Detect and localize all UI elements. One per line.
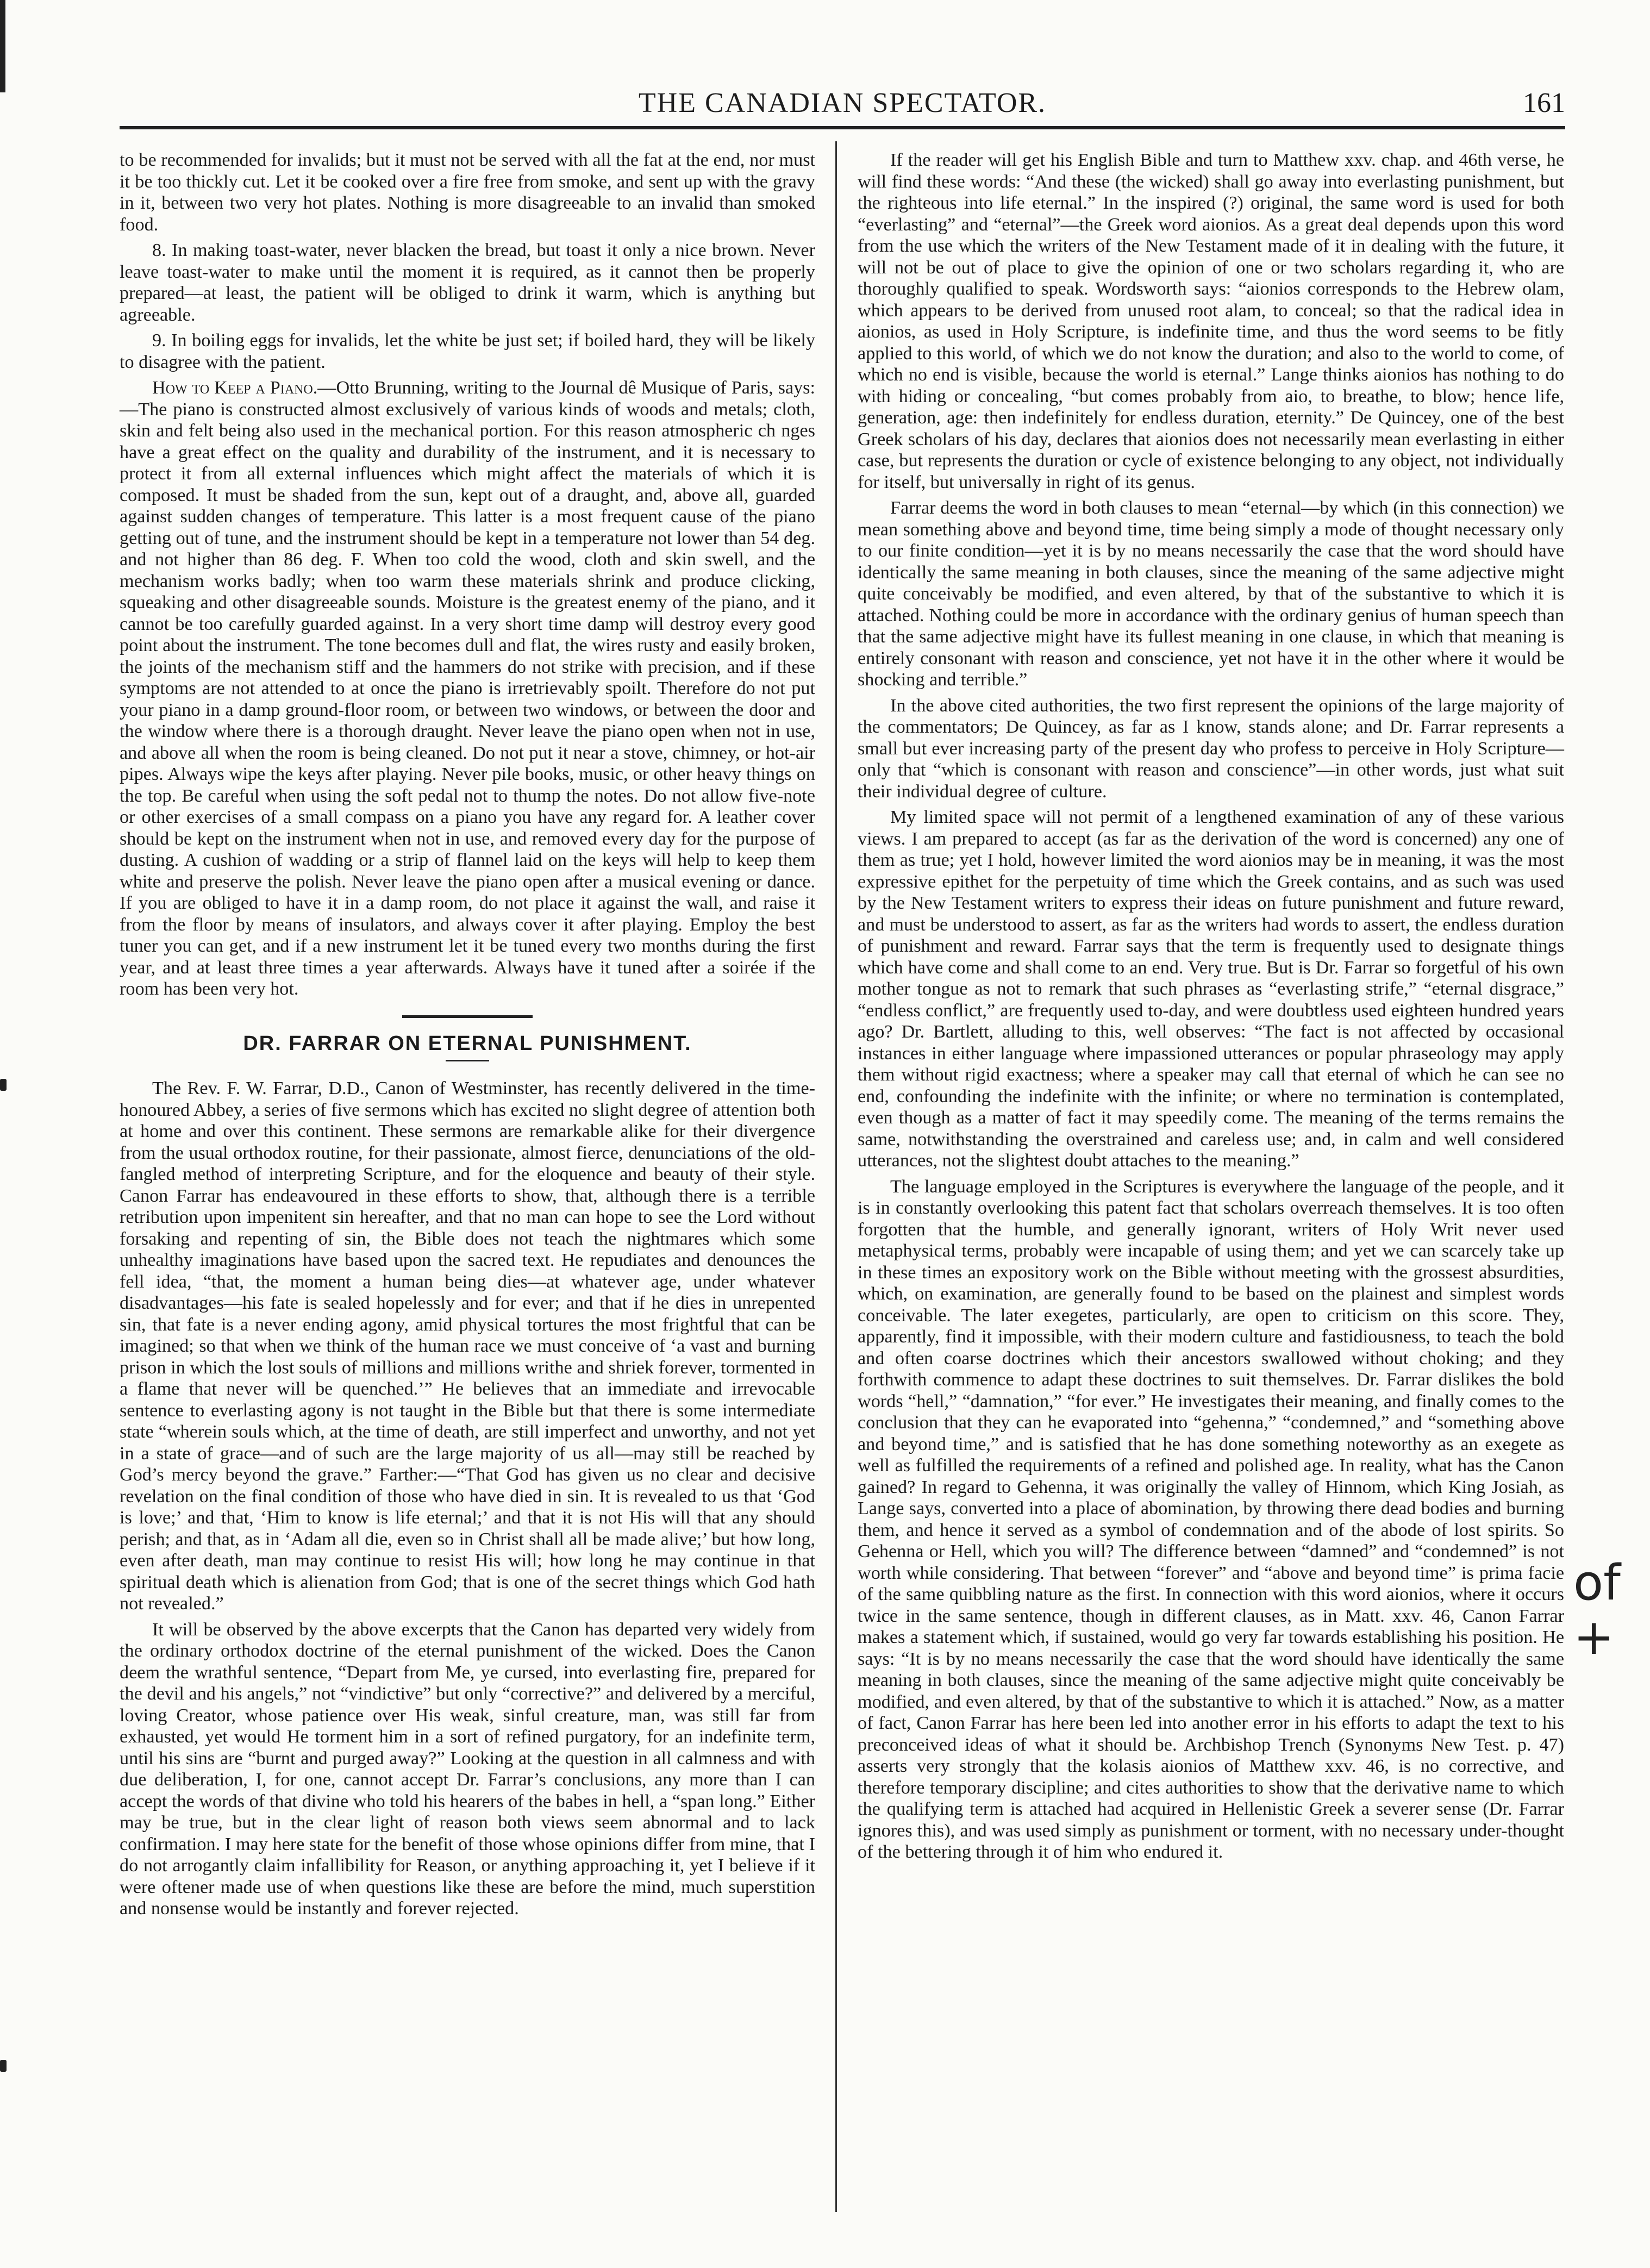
article-title: DR. FARRAR ON ETERNAL PUNISHMENT. — [243, 1032, 692, 1055]
page-number: 161 — [1523, 88, 1565, 118]
masthead-title: THE CANADIAN SPECTATOR. — [638, 88, 1047, 118]
piano-paragraph — [120, 377, 815, 1000]
column-divider — [835, 141, 837, 2212]
paragraph: In the above cited authorities, the two first represent the opinions of the large majority of the commentators; De Quincey, as far as I know, stands alone; and Dr. Farrar represents a small but ever increasing party of the present day who profess to perceive in Holy Scripture—only that “which is consonant with reason and conscience”—in other words, just what suit their individual degree of culture. — [858, 695, 1564, 802]
paragraph: 9. In boiling eggs for invalids, let the white be just set; if boiled hard, they will be likely to disagree with the patient. — [120, 330, 815, 372]
handwritten-margin-mark: of — [1573, 1554, 1621, 1611]
left-column — [120, 149, 815, 1924]
paragraph: If the reader will get his English Bible and turn to Matthew xxv. chap. and 46th verse, he will find these words: “And these (the wicked) shall go away into everlasting punishment, but the righteous into life eternal.” In the inspired (?) original, the same word is used for both “everlasting” and “eternal”—the Greek word aionios. As a great deal depends upon this word from the use which the writers of the New Testament made of it in dealing with the future, it will not be out of place to give the opinion of one or two scholars regarding it, who are thoroughly qualified to speak. Wordsworth says: “aionios corresponds to the Hebrew olam, which appears to be derived from unused root alam, to conceal; so that the radical idea in aionios, as used in Holy Scripture, is indefinite time, and thus the word seems to be fitly applied to this world, of which we do not know the duration; and also to the world to come, of which no end is visible, because the world is eternal.” Lange thinks aionios has nothing to do with hiding or concealing, “but comes probably from aio, to breathe, to blow; hence life, generation, age: then indefinitely for endless duration, eternity.” De Quincey, one of the best Greek scholars of his day, declares that aionios does not necessarily mean everlasting in either case, but represents the duration or cycle of existence belonging to any object, not individually for itself, but universally in right of its genus. — [858, 150, 1564, 492]
header-rule — [120, 126, 1565, 129]
paragraph: to be recommended for invalids; but it must not be served with all the fat at the end, nor must it be too thickly cut. Let it be cooked over a fire free from smoke, and sent up with the gravy in it, between two very hot plates. Nothing is more disagreeable to an invalid than smoked food. — [120, 150, 815, 235]
page-header — [120, 84, 1565, 122]
section-rule — [402, 1015, 533, 1018]
title-underline — [446, 1060, 489, 1061]
paragraph: The language employed in the Scriptures is everywhere the language of the people, and it is in constantly overlooking this patent fact that scholars overreach themselves. It is too often forgotten that the humble, and generally ignorant, writers of Holy Writ never used metaphysical terms, probably were incapable of using them; and yet we can scarcely take up in these times an expository work on the Bible without meeting with the grossest absurdities, which, on examination, are generally found to be based on the plainest and simplest words conceivable. The later exegetes, particularly, are open to criticism on this score. They, apparently, find it impossible, with their modern culture and fastidiousness, to teach the bold and often coarse doctrines which their ancestors swallowed without choking; and they forthwith commence to adapt these doctrines to suit themselves. Dr. Farrar dislikes the bold words “hell,” “damnation,” “for ever.” He investigates their meaning, and finally comes to the conclusion that they can he evaporated into “gehenna,” “condemned,” and “something above and beyond time,” and is satisfied that he has done something noteworthy as an exegete as well as fulfilled the requirements of a refined and polished age. In reality, what has the Canon gained? In regard to Gehenna, it was originally the valley of Hinnom, which King Josiah, as Lange says, converted into a place of abomination, by throwing there dead bodies and burning them, and hence it served as a symbol of condemnation and of the abode of lost spirits. So Gehenna or Hell, which you will? The difference between “damned” and “condemned” is not worth while considering. That between “forever” and “above and beyond time” is prima facie of the same quibbling nature as the first. In connection with this word aionios, where it occurs twice in the same sentence, though in different clauses, as in Matt. xxv. 46, Canon Farrar makes a statement which, if sustained, would go very far towards establishing his position. He says: “It is by no means necessarily the case that the word should have identically the same meaning in both clauses, since the meaning of the same adjective might quite conceivably be modified, and even altered, by that of the substantive to which it is attached.” Now, as a matter of fact, Canon Farrar has here been led into another error in his efforts to adapt the text to his preconceived ideas of what it should be. Archbishop Trench (Synonyms New Test. p. 47) asserts very strongly that the kolasis aionios of Matthew xxv. 46, is no corrective, and therefore temporary discipline; and cites authorities to show that the derivative name to which the qualifying term is attached had acquired in Hellenistic Greek a severer sense (Dr. Farrar ignores this), and was used simply as punishment or torment, with no necessary under-thought of the bettering through it of him who endured it. — [858, 1176, 1564, 1862]
page-edge-mark — [0, 0, 5, 92]
page-edge-dot — [0, 1079, 7, 1091]
paragraph: 8. In making toast-water, never blacken the bread, but toast it only a nice brown. Never leave toast-water to make until the moment it is required, as it cannot then be properly prepared—at least, the patient will be obliged to drink it warm, which is anything but agreeable. — [120, 240, 815, 325]
handwritten-margin-mark: + — [1573, 1609, 1615, 1666]
piano-heading: How to Keep a Piano. — [152, 378, 318, 398]
paragraph: My limited space will not permit of a lengthened examination of any of these various views. I am prepared to accept (as far as the derivation of the word is concerned) any one of them as true; yet I hold, however limited the word aionios may be in meaning, it was the most expressive epithet for the perpetuity of time which the Greek contains, and as such was used by the New Testament writers to express their ideas on future punishment and future reward, and must be understood to assert, as far as the writers had words to assert, the endless duration of punishment and reward. Farrar says that the term is frequently used to designate things which have come and shall come to an end. Very true. But is Dr. Farrar so forgetful of his own mother tongue as not to remark that such phrases as “everlasting strife,” “eternal disgrace,” “endless conflict,” are frequently used to-day, and were doubtless used eighteen hundred years ago? Dr. Bartlett, alluding to this, well observes: “The fact is not affected by occasional instances in either language where impassioned utterances or popular phraseology may apply them without rigid exactness; where a speaker may call that eternal of which he can see no end, confounding the indefinite with the infinite; or where no termination is contemplated, even though as a matter of fact it may speedily come. The meaning of the terms remains the same, notwithstanding the overstrained and careless use; and, in calm and well considered utterances, not the slightest doubt attaches to the meaning.” — [858, 807, 1564, 1171]
paragraph: Farrar deems the word in both clauses to mean “eternal—by which (in this connection) we mean something above and beyond time, time being simply a mode of thought necessary only to our finite condition—yet it is by no means necessarily the case that the word should have identically the same meaning in both clauses, since the meaning of the same adjective might quite conceivably be modified, and even altered, by that of the substantive to which it is attached. Nothing could be more in accordance with the ordinary genius of human speech than that the same adjective might have its fullest meaning in one clause, in which that meaning is entirely consonant with reason and conscience, yet not have it in the other where it would be shocking and terrible.” — [858, 498, 1564, 690]
right-column — [858, 149, 1564, 1867]
page-edge-dot — [0, 2060, 7, 2072]
piano-text: —Otto Brunning, writing to the Journal dê Musique of Paris, says:—The piano is constructed almost exclusively of various kinds of woods and metals; cloth, skin and felt being also used in the mechanical portion. For this reason atmospheric ch nges have a great effect on the quality and durability of the instrument, and it is necessary to protect it from all external influences which might affect the materials of which it is composed. It must be shaded from the sun, kept out of a draught, and, above all, guarded against sudden changes of temperature. This latter is a most frequent cause of the piano getting out of tune, and the instrument should be kept in a temperature not lower than 54 deg. and not higher than 86 deg. F. When too cold the wood, cloth and skin swell, and the mechanism works badly; when too warm these materials shrink and produce clicking, squeaking and other disagreeable sounds. Moisture is the greatest enemy of the piano, and it cannot be too carefully guarded against. In a very short time damp will destroy every good point about the instrument. The tone becomes dull and flat, the wires rusty and easily broken, the joints of the mechanism stiff and the hammers do not strike with precision, and if these symptoms are not attended to at once the piano is irretrievably spoilt. Therefore do not put your piano in a damp ground-floor room, or between two windows, or between the door and the window where there is a thorough draught. Never leave the piano open when not in use, and above all when the room is being cleaned. Do not put it near a stove, chimney, or hot-air pipes. Always wipe the keys after playing. Never pile books, music, or other heavy things on the top. Be careful when using the soft pedal not to thump the notes. Do not allow five-note or other exercises of a small compass on a piano you have any regard for. A leather cover should be kept on the instrument when not in use, and removed every day for the purpose of dusting. A cushion of wadding or a strip of flannel laid on the keys will help to keep them white and preserve the polish. Never leave the piano open after a musical evening or dance. If you are obliged to have it in a damp room, do not place it against the wall, and raise it from the floor by means of insulators, and always cover it after playing. Employ the best tuner you can get, and if a new instrument let it be tuned every two months during the first year, and at least three times a year afterwards. Always have it tuned after a soirée if the room has been very hot. — [120, 378, 815, 999]
paragraph: It will be observed by the above excerpts that the Canon has departed very widely from the ordinary orthodox doctrine of the eternal punishment of the wicked. Does the Canon deem the wrathful sentence, “Depart from Me, ye cursed, into everlasting fire, prepared for the devil and his angels,” not “vindictive” but only “corrective?” and delivered by a merciful, loving Creator, whose patience over His weak, sinful creature, man, was still far from exhausted, yet would He torment him in a sort of refined purgatory, for an indefinite term, until his sins are “burnt and purged away?” Looking at the question in all calmness and with due deliberation, I, for one, cannot accept Dr. Farrar’s conclusions, any more than I can accept the words of that divine who told his hearers of the babes in hell, a “span long.” Either may be true, but in the clear light of reason both views seem abnormal and to lack confirmation. I may here state for the benefit of those whose opinions differ from mine, that I do not arrogantly claim infallibility for Reason, or anything approaching it, yet I believe if it were oftener made use of when questions like these are before the mind, much superstition and nonsense would be instantly and forever rejected. — [120, 1619, 815, 1919]
paragraph: The Rev. F. W. Farrar, D.D., Canon of Westminster, has recently delivered in the time-honoured Abbey, a series of five sermons which has excited no slight degree of attention both at home and over this continent. These sermons are remarkable alike for their divergence from the usual orthodox routine, for their passionate, almost fierce, denunciations of the old-fangled method of interpreting Scripture, and for the eloquence and beauty of their style. Canon Farrar has endeavoured in these efforts to show, that, although there is a terrible retribution upon impenitent sin hereafter, and that no man can hope to see the Lord without forsaking and repenting of sin, the Bible does not teach the nightmares which some unhealthy imaginations have based upon the sacred text. He repudiates and denounces the fell idea, “that, the moment a human being dies—at whatever age, under whatever disadvantages—his fate is sealed hopelessly and for ever; and that if he dies in unrepented sin, that fate is a never ending agony, amid physical tortures the most frightful that can be imagined; so that when we think of the human race we must conceive of ‘a vast and burning prison in which the lost souls of millions and millions writhe and shriek forever, tormented in a flame that never will be quenched.’” He believes that an immediate and irrevocable sentence to everlasting agony is not taught in the Bible but that there is some intermediate state “wherein souls which, at the time of death, are still imperfect and unworthy, and not yet in a state of grace—and of such are the large majority of us all—may still be reached by God’s mercy beyond the grave.” Farther:—“That God has given us no clear and decisive revelation on the final condition of those who have died in sin. It is revealed to us that ‘God is love;’ and that, ‘Him to know is life eternal;’ and that it is not His will that any should perish; and that, as in ‘Adam all die, even so in Christ shall all be made alive;’ but how long, even after death, man may continue to resist His will; how long he may continue in that spiritual death which is alienation from God; that is one of the secret things which God hath not revealed.” — [120, 1078, 815, 1614]
